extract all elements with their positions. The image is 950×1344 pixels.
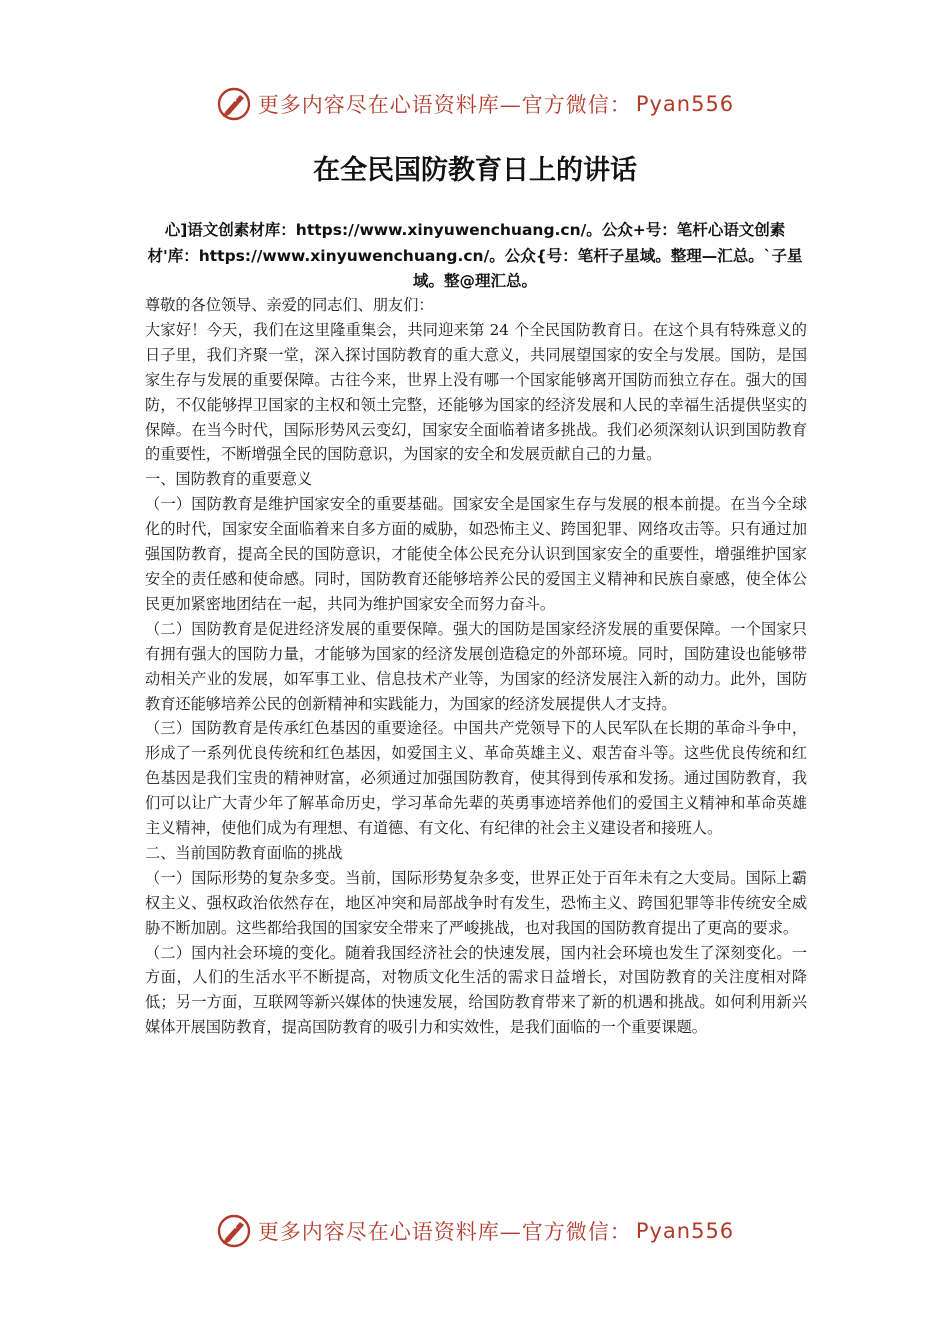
pen-circle-icon bbox=[216, 86, 252, 122]
banner-text: 更多内容尽在心语资料库—官方微信： bbox=[257, 93, 632, 117]
section-heading-2: 二、当前国防教育面临的挑战 bbox=[145, 843, 343, 862]
paragraph-1-1: （一）国防教育是维护国家安全的重要基础。国家安全是国家生存与发展的根本前提。在当今全球化的时代，国家安全面临着来自多方面的威胁，如恐怖主义、跨国犯罪、网络攻击等。只有通过加强国防教育，提高全民的国防意识，才能使全体公民充分认识到国家安全的重要性，增强维护国家安全的责任感和使命感。同时，国防教育还能够培养公民的爱国主义精神和民族自豪感，使全体公民更加紧密地团结在一起，共同为维护国家安全而努力奋斗。 bbox=[145, 495, 807, 613]
salutation: 尊敬的各位领导、亲爱的同志们、朋友们： bbox=[145, 296, 434, 314]
banner-wechat-id: Pyan556 bbox=[635, 92, 735, 116]
document-body bbox=[145, 293, 807, 1040]
section-heading-1: 一、国防教育的重要意义 bbox=[145, 470, 313, 489]
banner-wechat-id: Pyan556 bbox=[635, 1219, 735, 1243]
paragraph-intro: 大家好！今天，我们在这里隆重集会，共同迎来第 24 个全民国防教育日。在这个具有特殊意义的日子里，我们齐聚一堂，深入探讨国防教育的重大意义，共同展望国家的安全与发展。国防，是国家生存与发展的重要保障。古往今来，世界上没有哪一个国家能够离开国防而独立存在。强大的国防，不仅能够捍卫国家的主权和领土完整，还能够为国家的经济发展和人民的幸福生活提供坚实的保障。在当今时代，国际形势风云变幻，国家安全面临着诸多挑战。我们必须深刻认识到国防教育的重要性，不断增强全民的国防意识，为国家的安全和发展贡献自己的力量。 bbox=[145, 320, 807, 464]
paragraph-2-1: （一）国际形势的复杂多变。当前，国际形势复杂多变，世界正处于百年未有之大变局。国际上霸权主义、强权政治依然存在，地区冲突和局部战争时有发生，恐怖主义、跨国犯罪等非传统安全威胁不断加剧。这些都给我国的国家安全带来了严峻挑战，也对我国的国防教育提出了更高的要求。 bbox=[145, 868, 807, 937]
banner-text: 更多内容尽在心语资料库—官方微信： bbox=[257, 1220, 632, 1244]
pen-circle-icon bbox=[216, 1213, 252, 1249]
paragraph-1-2: （二）国防教育是促进经济发展的重要保障。强大的国防是国家经济发展的重要保障。一个国家只有拥有强大的国防力量，才能够为国家的经济发展创造稳定的外部环境。同时，国防建设也能够带动相关产业的发展，如军事工业、信息技术产业等，为国家的经济发展注入新的动力。此外，国防教育还能够培养公民的创新精神和实践能力，为国家的经济发展提供人才支持。 bbox=[145, 619, 807, 713]
paragraph-2-2: （二）国内社会环境的变化。随着我国经济社会的快速发展，国内社会环境也发生了深刻变化。一方面，人们的生活水平不断提高，对物质文化生活的需求日益增长，对国防教育的关注度相对降低；另一方面，互联网等新兴媒体的快速发展，给国防教育带来了新的机遇和挑战。如何利用新兴媒体开展国防教育，提高国防教育的吸引力和实效性，是我们面临的一个重要课题。 bbox=[145, 943, 807, 1037]
document-title: 在全民国防教育日上的讲话 bbox=[313, 155, 637, 186]
source-line: 心]语文创素材库：https://www.xinyuwenchuang.cn/。公众+号：笔杆心语文创素材'库：https://www.xinyuwenchuang.cn/。公众{号：笔杆子星域。整理—汇总。`子星域。整@理汇总。 bbox=[147, 221, 803, 290]
paragraph-1-3: （三）国防教育是传承红色基因的重要途径。中国共产党领导下的人民军队在长期的革命斗争中，形成了一系列优良传统和红色基因，如爱国主义、革命英雄主义、艰苦奋斗等。这些优良传统和红色基因是我们宝贵的精神财富，必须通过加强国防教育，使其得到传承和发扬。通过国防教育，我们可以让广大青少年了解革命历史，学习革命先辈的英勇事迹培养他们的爱国主义精神和革命英雄主义精神，使他们成为有理想、有道德、有文化、有纪律的社会主义建设者和接班人。 bbox=[145, 719, 807, 838]
header-banner bbox=[0, 84, 950, 124]
footer-banner bbox=[0, 1211, 950, 1251]
